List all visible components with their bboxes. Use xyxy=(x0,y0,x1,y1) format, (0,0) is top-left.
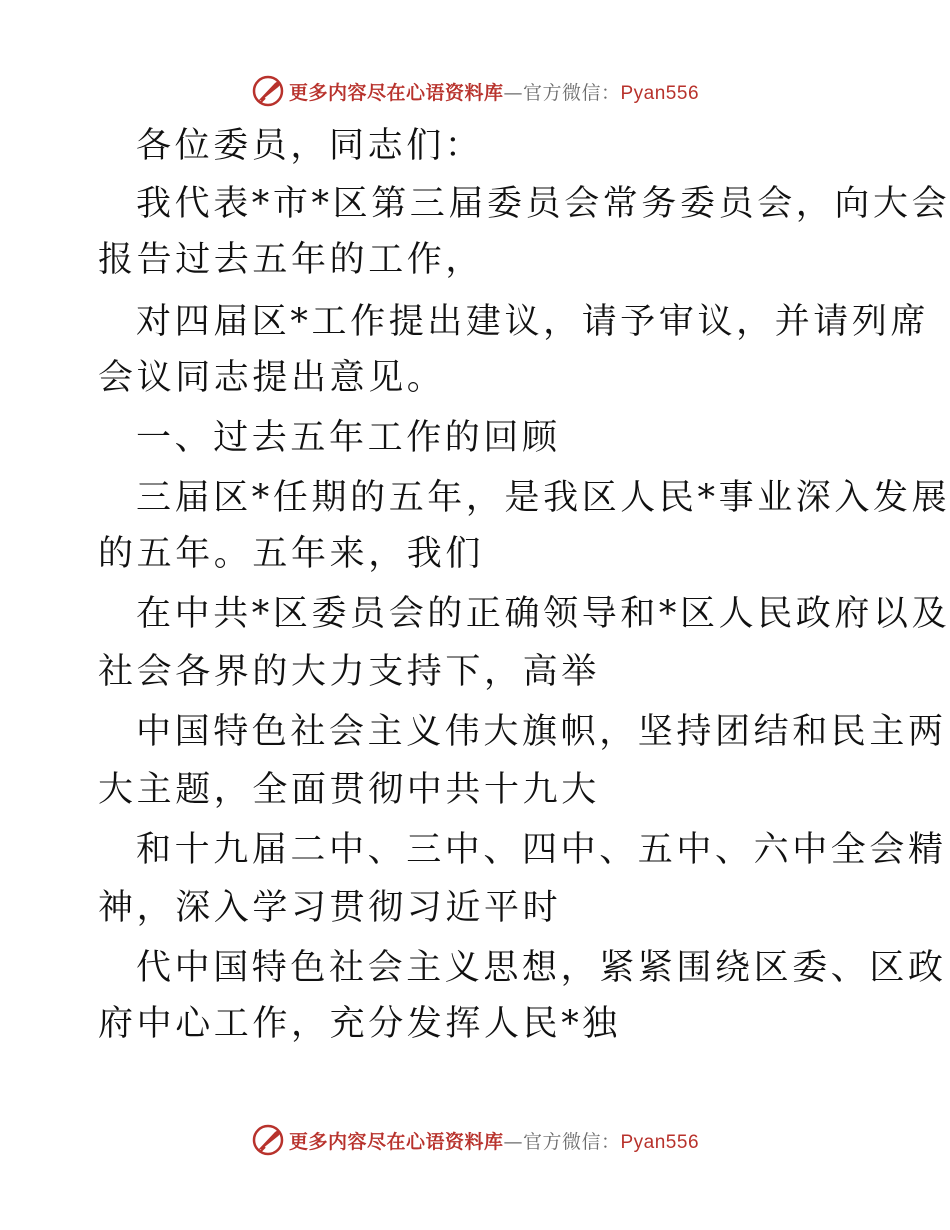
banner-brand: 更多内容尽在心语资料库 xyxy=(288,81,504,104)
document-line: 府中心工作，充分发挥人民*独 xyxy=(98,1004,621,1044)
document-line: 对四届区*工作提出建议，请予审议，并请列席 xyxy=(136,302,930,342)
quill-pen-logo-icon xyxy=(251,1123,285,1157)
document-line: 的五年。五年来，我们 xyxy=(98,534,485,574)
banner-text xyxy=(289,78,699,105)
banner-separator: — xyxy=(503,81,523,104)
document-line: 三届区*任期的五年，是我区人民*事业深入发展 xyxy=(136,478,950,518)
banner-wechat-label: 官方微信： xyxy=(522,81,621,104)
document-line: 报告过去五年的工作， xyxy=(98,240,485,280)
banner-wechat-label: 官方微信： xyxy=(522,1130,621,1153)
document-line: 一、过去五年工作的回顾 xyxy=(136,418,561,458)
document-line: 我代表*市*区第三届委员会常务委员会，向大会 xyxy=(136,184,950,224)
document-line: 会议同志提出意见。 xyxy=(98,358,446,398)
document-line: 神，深入学习贯彻习近平时 xyxy=(98,888,562,928)
document-line: 中国特色社会主义伟大旗帜，坚持团结和民主两 xyxy=(136,712,947,752)
document-line: 大主题，全面贯彻中共十九大 xyxy=(98,770,600,810)
document-line: 在中共*区委员会的正确领导和*区人民政府以及 xyxy=(136,594,950,634)
quill-pen-logo-icon xyxy=(251,74,285,108)
header-banner xyxy=(0,71,950,111)
document-line: 和十九届二中、三中、四中、五中、六中全会精 xyxy=(136,830,947,870)
banner-brand: 更多内容尽在心语资料库 xyxy=(288,1130,504,1153)
document-line: 各位委员，同志们： xyxy=(136,126,484,166)
footer-banner xyxy=(0,1120,950,1160)
document-line: 代中国特色社会主义思想，紧紧围绕区委、区政 xyxy=(136,948,947,988)
banner-separator: — xyxy=(503,1130,523,1153)
document-line: 社会各界的大力支持下，高举 xyxy=(98,652,600,692)
banner-wechat-id: Pyan556 xyxy=(620,1131,700,1153)
banner-text xyxy=(289,1127,699,1154)
banner-wechat-id: Pyan556 xyxy=(620,82,700,104)
